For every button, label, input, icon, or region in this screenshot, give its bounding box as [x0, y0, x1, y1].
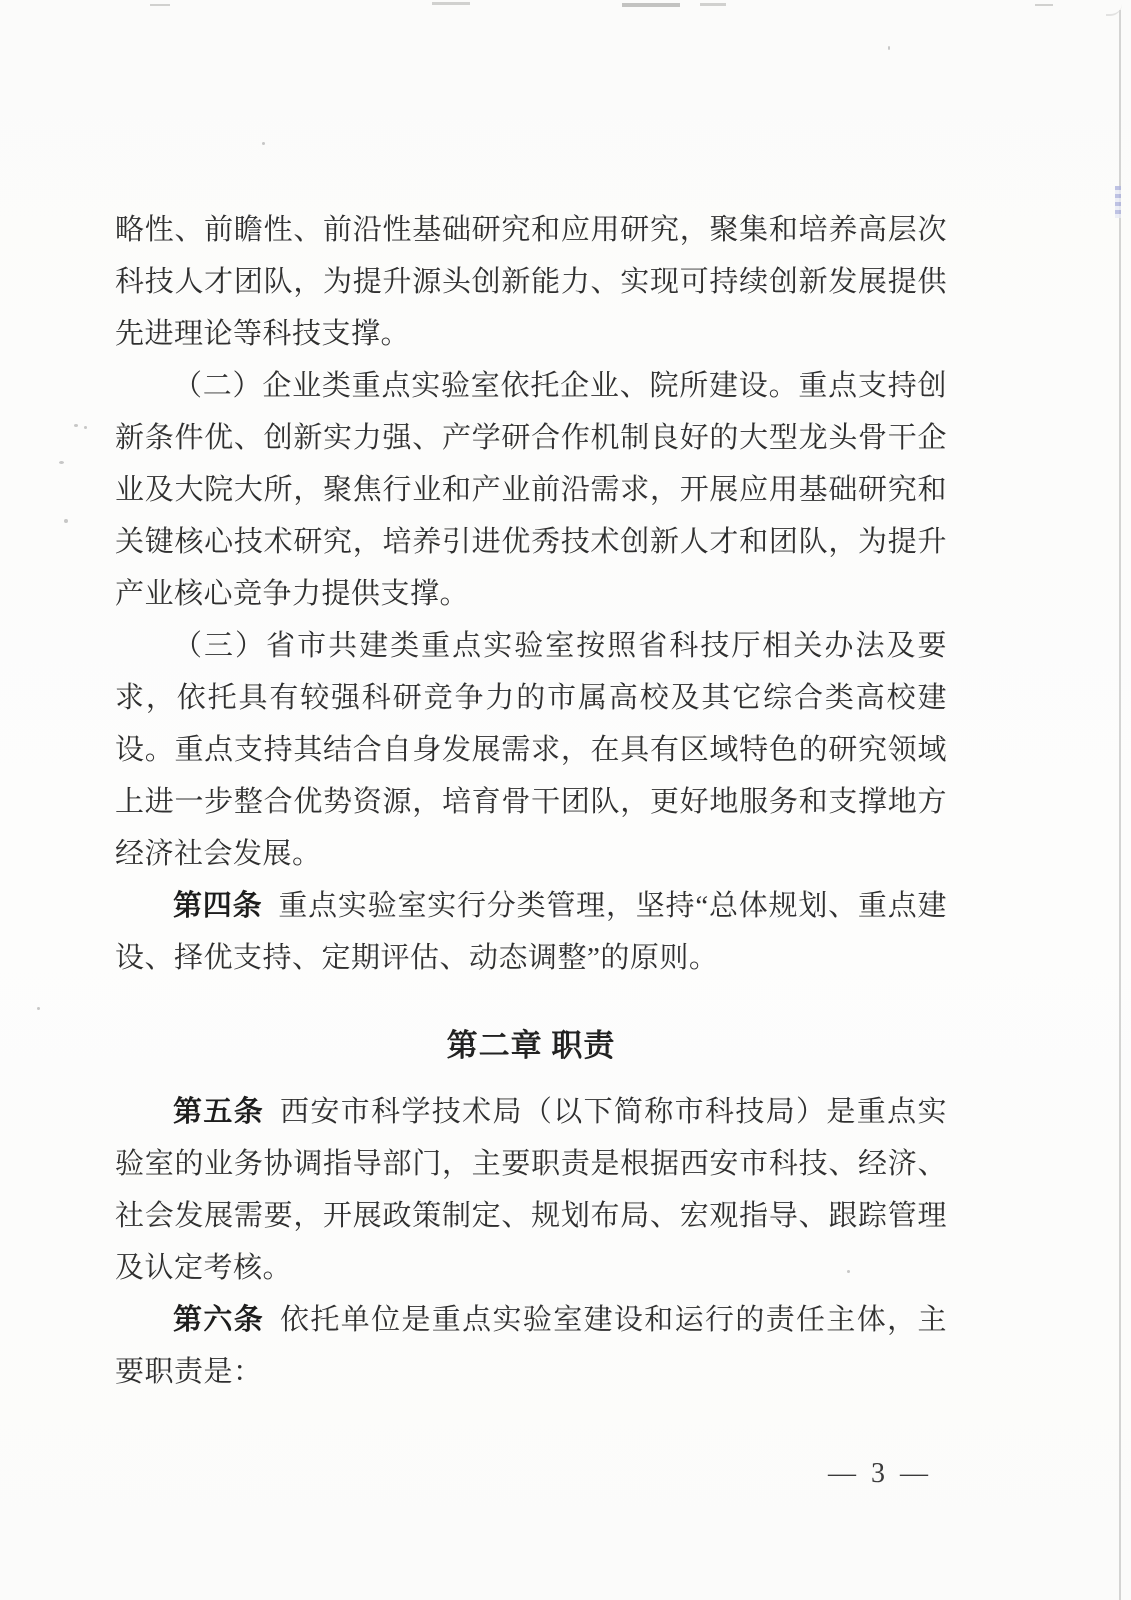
paragraph-continuation: 略性、前瞻性、前沿性基础研究和应用研究，聚集和培养高层次科技人才团队，为提升源头创新能力、实现可持续创新发展提供先进理论等科技支撑。 [115, 214, 947, 350]
paragraph-item-three: （三）省市共建类重点实验室按照省科技厅相关办法及要求，依托具有较强科研竞争力的市属高校及其它综合类高校建设。重点支持其结合自身发展需求，在具有区域特色的研究领域上进一步整合优势资源，培育骨干团队，更好地服务和支撑地方经济社会发展。 [115, 630, 947, 870]
scan-speck [888, 46, 890, 50]
scan-speck [74, 424, 78, 427]
scan-speck [262, 142, 265, 145]
page-number: — 3 — [828, 1458, 932, 1489]
scan-speck [59, 461, 64, 464]
scan-dash [1035, 4, 1053, 6]
paragraph-article-6 [115, 1294, 947, 1398]
scan-speck [847, 1270, 850, 1273]
paragraph-article-5 [115, 1086, 947, 1294]
article-5-number: 第五条 [173, 1096, 265, 1128]
scan-dash [700, 3, 726, 6]
chapter-heading: 第二章 职责 [446, 1028, 616, 1063]
text-block [115, 204, 947, 1398]
article-6-number: 第六条 [173, 1304, 265, 1336]
article-4-number: 第四条 [173, 890, 263, 922]
paragraph-item-two: （二）企业类重点实验室依托企业、院所建设。重点支持创新条件优、创新实力强、产学研合作机制良好的大型龙头骨干企业及大院大所，聚焦行业和产业前沿需求，开展应用基础研究和关键核心技术研究，培养引进优秀技术创新人才和团队，为提升产业核心竞争力提供支撑。 [115, 370, 947, 610]
scan-blue-mark [1115, 186, 1121, 218]
scan-speck [37, 1007, 40, 1010]
scan-dash [432, 2, 470, 5]
article-5-text: 西安市科学技术局（以下简称市科技局）是重点实验室的业务协调指导部门，主要职责是根据西安市科技、经济、社会发展需要，开展政策制定、规划布局、宏观指导、跟踪管理及认定考核。 [115, 1096, 947, 1284]
scan-edge-line [1119, 10, 1121, 1600]
article-6-text: 依托单位是重点实验室建设和运行的责任主体，主要职责是： [115, 1304, 947, 1388]
paragraph-article-4 [115, 880, 947, 984]
scan-dash [150, 4, 170, 6]
article-4-text: 重点实验室实行分类管理，坚持“总体规划、重点建设、择优支持、定期评估、动态调整”的原则。 [115, 890, 947, 974]
scan-speck [84, 426, 87, 429]
scan-speck [64, 519, 68, 523]
scan-dash [622, 3, 680, 7]
